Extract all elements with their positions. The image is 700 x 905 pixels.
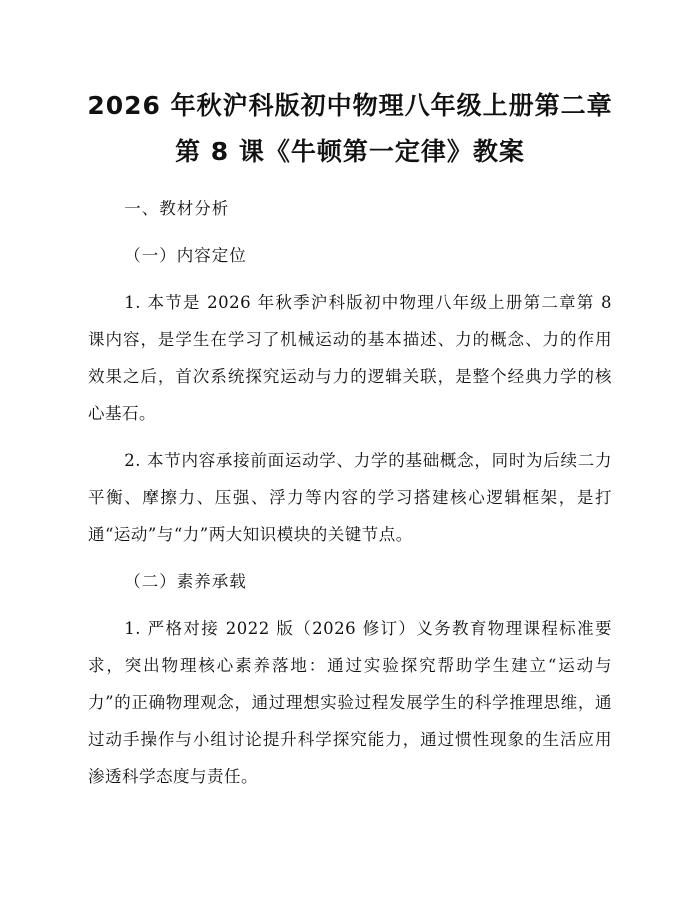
paragraph: 1. 严格对接 2022 版（2026 修订）义务教育物理课程标准要求，突出物理核心素养落地：通过实验探究帮助学生建立“运动与力”的正确物理观念，通过理想实验过程发展学生的科学推理思维，通过动手操作与小组讨论提升科学探究能力，通过惯性现象的生活应用渗透科学态度与责任。 [88, 619, 612, 786]
document-title-line-1: 2026 年秋沪科版初中物理八年级上册第二章 [87, 91, 613, 120]
document-title-line-2: 第 8 课《牛顿第一定律》教案 [175, 137, 525, 166]
section-heading-teaching-material-analysis: 一、教材分析 [124, 199, 230, 218]
paragraph: 2. 本节内容承接前面运动学、力学的基础概念，同时为后续二力平衡、摩擦力、压强、浮力等内容的学习搭建核心逻辑框架，是打通“运动”与“力”两大知识模块的关键节点。 [88, 451, 612, 544]
subsection-heading-content-positioning: （一）内容定位 [124, 246, 247, 265]
paragraph: 1. 本节是 2026 年秋季沪科版初中物理八年级上册第二章第 8 课内容，是学生在学习了机械运动的基本描述、力的概念、力的作用效果之后，首次系统探究运动与力的逻辑关联，是整个经典力学的核心基石。 [88, 293, 612, 423]
document-body [88, 190, 612, 805]
subsection-heading-literacy: （二）素养承载 [124, 572, 247, 591]
